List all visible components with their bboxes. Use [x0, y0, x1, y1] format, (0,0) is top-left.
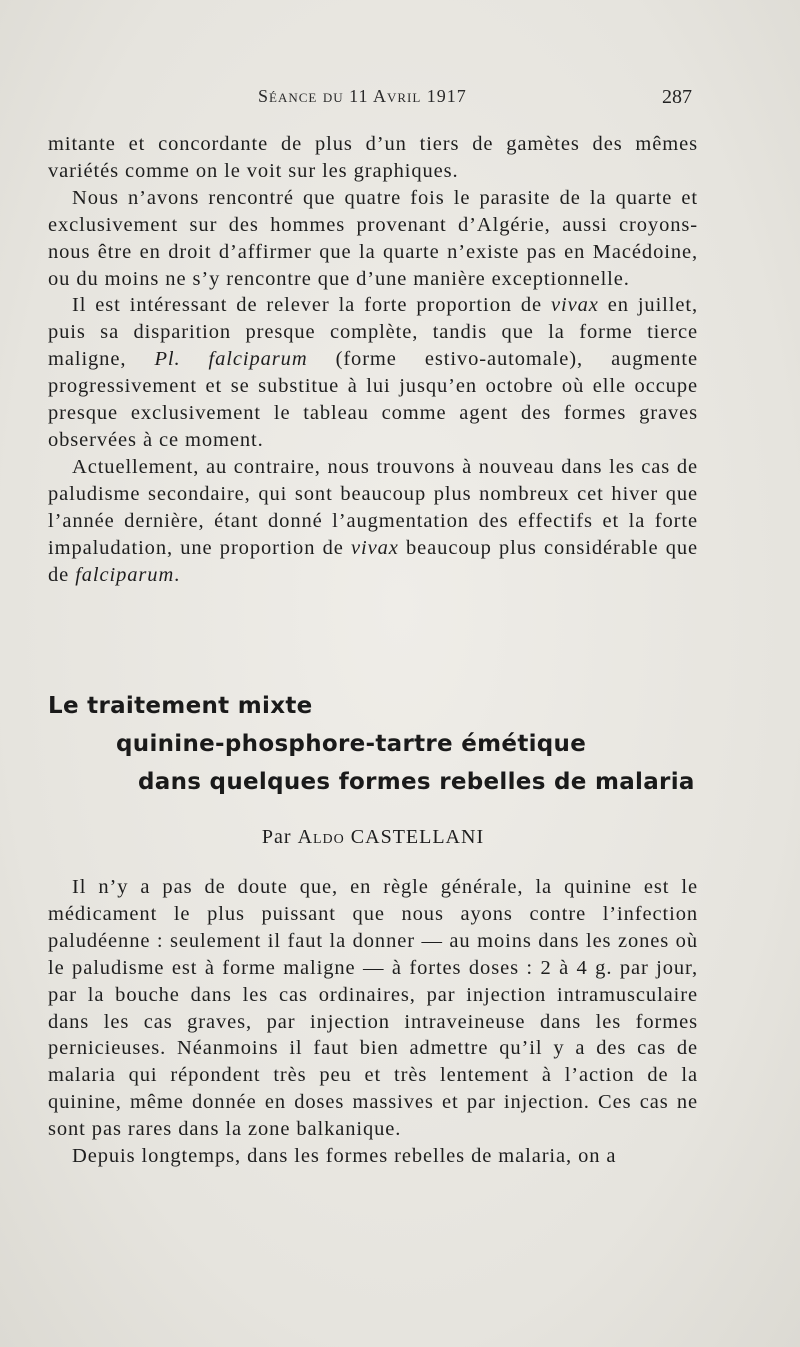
p4-falciparum: falciparum	[75, 563, 175, 586]
byline-prefix: Par	[261, 826, 292, 848]
p4-text-a: Actuellement, au contraire, nous trouvons à nouveau dans les cas de paludisme secondaire, qui sont beaucoup plus nombreux cet hiver que l’année dernière, étant donné l’augmentation des effectifs et la forte impaludation, une proportion de	[48, 455, 698, 559]
paragraph-4	[48, 454, 698, 589]
p3-text-a: Il est intéressant de relever la forte proportion de	[72, 294, 551, 317]
p3-text-b: en juillet, puis sa disparition presque complète, tandis que la forme tierce maligne,	[48, 294, 698, 371]
paragraph-3	[48, 292, 698, 453]
author-first-name: Aldo	[297, 826, 345, 848]
p4-text-c: .	[174, 563, 181, 586]
paragraph-2: Nous n’avons rencontré que quatre fois le parasite de la quarte et exclusivement sur des hommes provenant d’Algérie, aussi croyons-nous être en droit d’affirmer que la quarte n’existe pas en Macédoine, ou du moins ne s’y rencontre que d’une manière exceptionnelle.	[48, 186, 698, 290]
p4-vivax: vivax	[351, 536, 399, 559]
title-line-2: quinine-phosphore-tartre émétique	[116, 731, 587, 757]
p3-plasmodium: Pl. falciparum	[154, 348, 308, 371]
page-number: 287	[662, 86, 692, 108]
author-last-name: CASTELLANI	[350, 826, 485, 848]
p3-text-c: (forme estivo-automale), augmente progressivement et se substitue à lui jusqu’en octobre où elle occupe presque exclusivement le tableau comme agent des formes graves observées à ce moment.	[48, 348, 698, 451]
title-line-1: Le traitement mixte	[48, 693, 313, 719]
paragraph-1: mitante et concordante de plus d’un tiers de gamètes des mêmes variétés comme on le voit sur les graphiques.	[48, 133, 698, 182]
running-header	[48, 86, 698, 112]
title-line-3: dans quelques formes rebelles de malaria	[138, 769, 695, 795]
p3-vivax: vivax	[550, 294, 599, 317]
article-paragraph-2: Depuis longtemps, dans les formes rebelles de malaria, on a	[72, 1145, 617, 1168]
p4-text-b: beaucoup plus considérable que de	[48, 536, 698, 586]
author-byline	[48, 826, 698, 849]
section-continuation	[48, 131, 698, 588]
article-paragraph-1: Il n’y a pas de doute que, en règle générale, la quinine est le médicament le plus puissant que nous ayons contre l’infection paludéenne : seulement il faut la donner — au moins dans les zones où le paludisme est à forme maligne — à fortes doses : 2 à 4 g. par jour, par la bouche dans les cas ordinaires, par injection intramusculaire dans les cas graves, par injection intraveineuse dans les formes pernicieuses. Néanmoins il faut bien admettre qu’il y a des cas de malaria qui répondent très peu et très lentement à l’action de la quinine, même donnée en doses massives et par injection. Ces cas ne sont pas rares dans la zone balkanique.	[48, 876, 698, 1141]
running-title: Séance du 11 Avril 1917	[258, 86, 467, 106]
article-body	[48, 874, 698, 1170]
